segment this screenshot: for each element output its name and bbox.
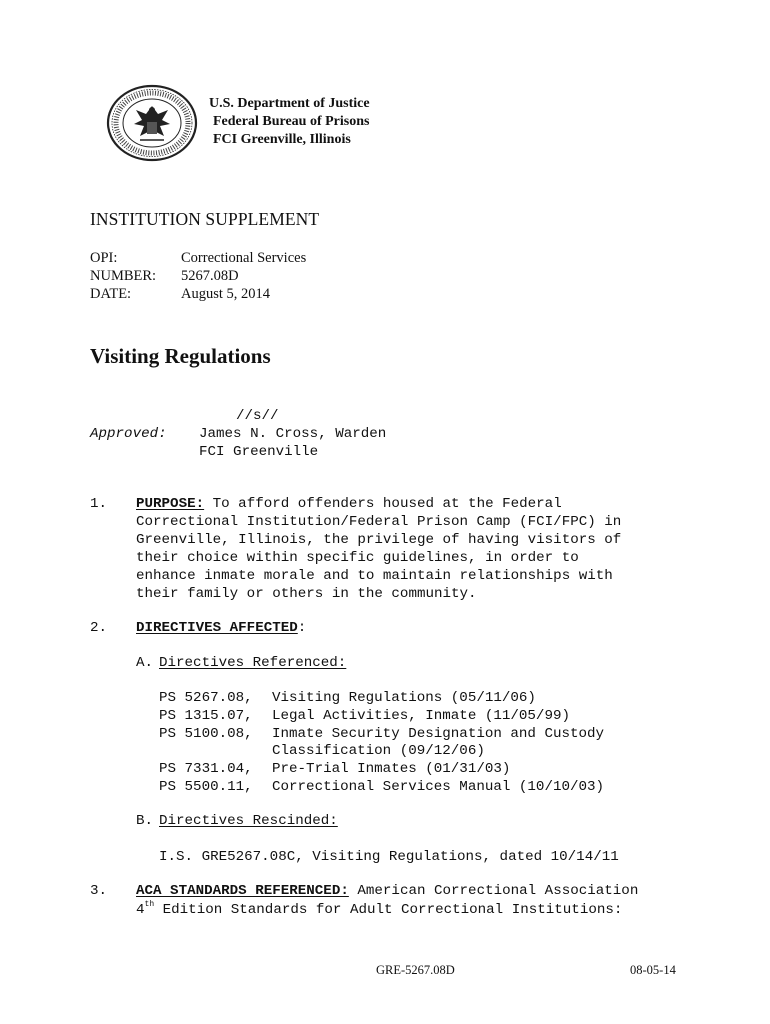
directives-colon: : [297, 620, 307, 636]
signature: //s// [236, 408, 279, 424]
purpose-text: their choice within specific guidelines, in order to [136, 550, 579, 566]
directive-title: Legal Activities, Inmate (11/05/99) [272, 708, 570, 724]
footer-doc-number: GRE-5267.08D [376, 963, 455, 977]
directive-id: PS 5100.08, [159, 726, 253, 742]
number-value: 5267.08D [181, 268, 239, 284]
document-type: INSTITUTION SUPPLEMENT [90, 209, 320, 229]
rescinded-directive: I.S. GRE5267.08C, Visiting Regulations, dated 10/14/11 [159, 849, 619, 865]
aca-text: American Correctional Association [357, 883, 639, 899]
footer-date: 08-05-14 [630, 963, 676, 977]
rescinded-heading: Directives Rescinded: [159, 813, 338, 829]
directive-title: Classification (09/12/06) [272, 743, 485, 759]
purpose-text: Correctional Institution/Federal Prison Camp (FCI/FPC) in [136, 514, 622, 530]
purpose-heading: PURPOSE: [136, 496, 205, 512]
edition-number: 4 [136, 902, 145, 918]
section-number: 1. [90, 496, 108, 512]
directive-title: Pre-Trial Inmates (01/31/03) [272, 761, 511, 777]
directive-title: Correctional Services Manual (10/10/03) [272, 779, 605, 795]
section-number: 2. [90, 620, 108, 636]
directive-id: PS 1315.07, [159, 708, 253, 724]
referenced-heading: Directives Referenced: [159, 655, 347, 671]
directive-title: Visiting Regulations (05/11/06) [272, 690, 536, 706]
aca-line [136, 883, 638, 901]
page-title: Visiting Regulations [90, 344, 271, 368]
subsection-letter: B. [136, 813, 154, 829]
purpose-text: their family or others in the community. [136, 586, 477, 602]
bureau-name: Federal Bureau of Prisons [213, 114, 370, 129]
approver-location: FCI Greenville [199, 444, 319, 460]
number-label: NUMBER: [90, 268, 157, 284]
approved-label: Approved: [90, 426, 167, 442]
directive-id: PS 5500.11, [159, 779, 253, 795]
section-number: 3. [90, 883, 108, 899]
doj-seal-icon [106, 84, 198, 162]
directive-id: PS 7331.04, [159, 761, 253, 777]
subsection-letter: A. [136, 655, 154, 671]
directive-id: PS 5267.08, [159, 690, 253, 706]
agency-name: U.S. Department of Justice [209, 96, 370, 111]
date-value: August 5, 2014 [181, 286, 271, 302]
aca-line-2 [136, 902, 622, 921]
purpose-text: Greenville, Illinois, the privilege of having visitors of [136, 532, 622, 548]
purpose-text: enhance inmate morale and to maintain relationships with [136, 568, 613, 584]
purpose-line [136, 496, 562, 514]
directive-title: Inmate Security Designation and Custody [272, 726, 605, 742]
purpose-text: To afford offenders housed at the Federal [212, 496, 562, 512]
aca-heading: ACA STANDARDS REFERENCED: [136, 883, 349, 899]
directives-heading: DIRECTIVES AFFECTED [136, 620, 298, 636]
approver-name: James N. Cross, Warden [199, 426, 387, 442]
opi-value: Correctional Services [181, 250, 307, 266]
date-label: DATE: [90, 286, 132, 302]
institution-name: FCI Greenville, Illinois [213, 132, 351, 147]
edition-superscript: th [144, 900, 155, 909]
aca-text: Edition Standards for Adult Correctional Institutions: [162, 902, 623, 918]
directives-heading-line [136, 620, 306, 638]
opi-label: OPI: [90, 250, 118, 266]
